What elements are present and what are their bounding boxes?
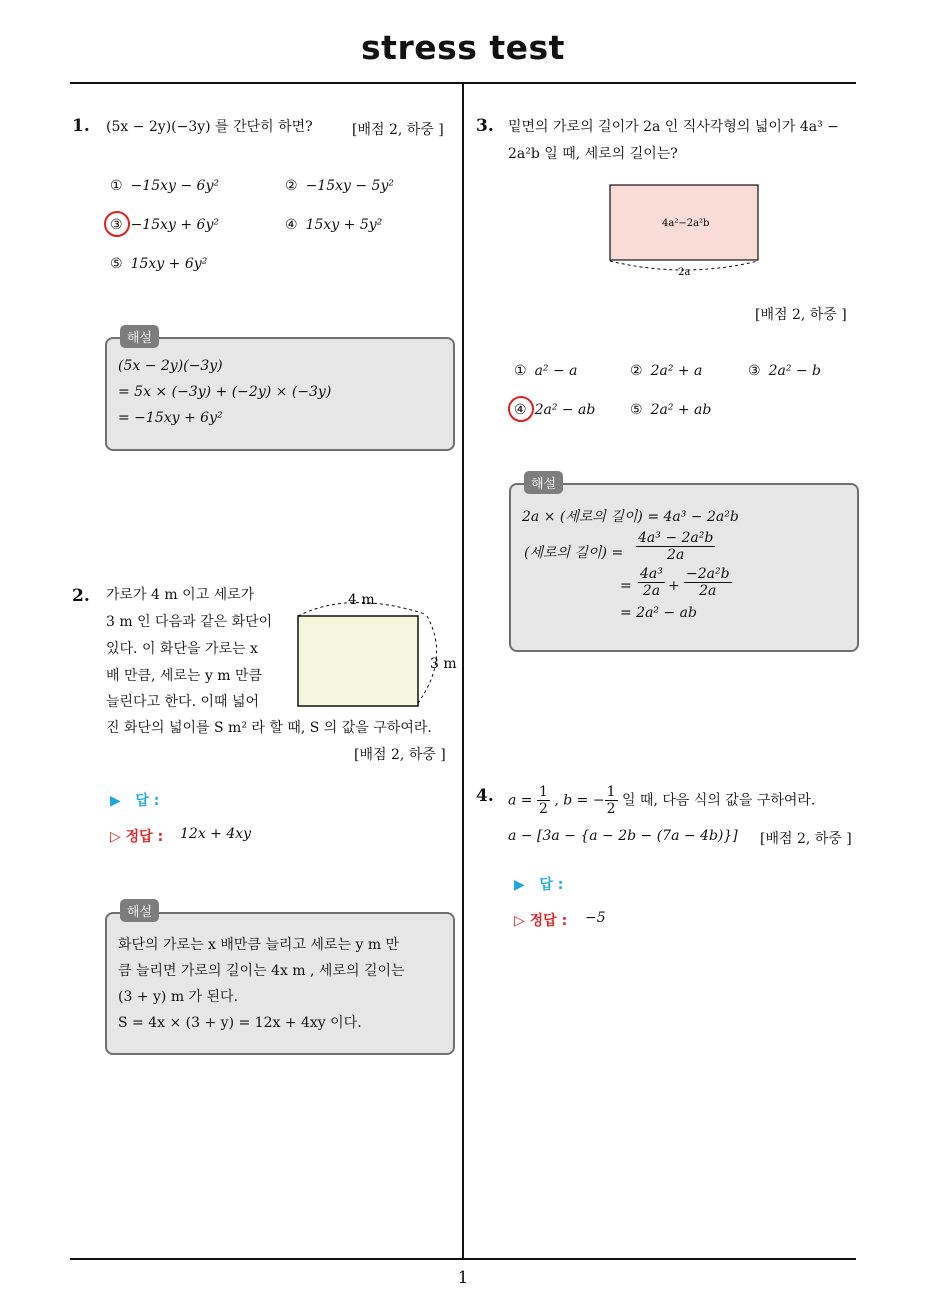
choice-number: ④	[285, 217, 298, 233]
explanation-line: = −15xy + 6y²	[118, 410, 223, 426]
condition-a: a =	[508, 792, 533, 809]
fraction	[684, 566, 732, 599]
answer-row: ▶ 답 :	[514, 877, 564, 893]
answer-label: 답 :	[135, 793, 160, 809]
choice-text: 2a² − b	[768, 363, 822, 379]
choice-1[interactable]	[514, 363, 578, 379]
choice-2[interactable]	[285, 178, 394, 194]
fraction-numerator: −2a²b	[686, 566, 730, 582]
fraction-denominator: 2a	[642, 583, 661, 599]
question-line: 3 m 인 다음과 같은 화단이	[106, 614, 273, 630]
question-number: 2.	[72, 586, 90, 606]
explanation-tag: 해설	[524, 471, 563, 494]
selected-answer-circle	[104, 211, 130, 237]
score-meta: [배점 2, 하중 ]	[354, 747, 446, 763]
explanation-line: = 5x × (−3y) + (−2y) × (−3y)	[118, 384, 332, 400]
choice-number: ②	[630, 363, 643, 379]
choice-text: a² − a	[534, 363, 578, 379]
answer-label: 답 :	[539, 877, 564, 893]
question-line: 가로가 4 m 이고 세로가	[106, 587, 255, 603]
correct-value: −5	[585, 910, 606, 926]
choice-text: 2a² − ab	[534, 402, 596, 418]
fraction-denominator: 2a	[667, 547, 685, 563]
correct-value: 12x + 4xy	[180, 826, 252, 842]
choice-text: 2a² + ab	[650, 402, 712, 418]
score-meta: [배점 2, 하중 ]	[352, 122, 444, 138]
question-text: (5x − 2y)(−3y) 를 간단히 하면?	[106, 119, 313, 135]
explanation-result: = 2a² − ab	[620, 605, 697, 621]
choice-number: ⑤	[630, 402, 643, 418]
explanation-line: (5x − 2y)(−3y)	[118, 358, 223, 374]
choice-5[interactable]	[110, 256, 207, 272]
question-line: 늘린다고 한다. 이때 넓어	[106, 694, 260, 710]
choice-2[interactable]	[630, 363, 702, 379]
choice-number: ⑤	[110, 256, 123, 272]
choice-4[interactable]	[285, 217, 382, 233]
fraction-numerator: 1	[538, 784, 548, 800]
explanation-line: 2a × (세로의 길이) = 4a³ − 2a²b	[522, 509, 739, 525]
page-title: stress test	[361, 28, 565, 67]
footer-rule	[70, 1258, 856, 1260]
question-line: 진 화단의 넓이를 S m² 라 할 때, S 의 값을 구하여라.	[106, 720, 432, 736]
question-line: 있다. 이 화단을 가로는 x	[106, 641, 258, 657]
fraction	[636, 530, 715, 563]
question-line: 배 만큼, 세로는 y m 만큼	[106, 668, 263, 684]
explanation-line: (3 + y) m 가 된다.	[118, 989, 239, 1005]
choice-text: 15xy + 5y²	[305, 217, 383, 233]
selected-answer-circle	[508, 396, 534, 422]
garden-figure	[290, 588, 460, 713]
fraction-denominator: 2	[538, 801, 548, 817]
equals-sign: =	[620, 578, 632, 594]
question-line: 밑면의 가로의 길이가 2a 인 직사각형의 넓이가 4a³ −	[508, 119, 839, 135]
explanation-line: 화단의 가로는 x 배만큼 늘리고 세로는 y m 만	[118, 937, 400, 953]
page-number: 1	[457, 1268, 469, 1288]
explanation-line: S = 4x × (3 + y) = 12x + 4xy 이다.	[118, 1015, 362, 1031]
condition-tail: 일 때, 다음 식의 값을 구하여라.	[621, 792, 816, 809]
choice-text: −15xy − 6y²	[130, 178, 219, 194]
column-divider	[462, 82, 464, 1260]
fraction-numerator: 1	[606, 784, 616, 800]
answer-row: ▶ 답 :	[110, 793, 160, 809]
question-number: 1.	[72, 116, 90, 136]
correct-label: ▷ 정답 :	[110, 829, 164, 845]
height-label: 3 m	[430, 656, 457, 672]
fraction-denominator: 2a	[699, 583, 717, 599]
choice-number: ①	[110, 178, 123, 194]
choice-number: ②	[285, 178, 298, 194]
explanation-line: 큼 늘리면 가로의 길이는 4x m , 세로의 길이는	[118, 963, 405, 979]
explanation-tag: 해설	[120, 325, 159, 348]
choice-3[interactable]	[748, 363, 821, 379]
area-label: 4a²−2a²b	[662, 218, 710, 229]
fraction-denominator: 2	[606, 801, 616, 817]
fraction-numerator: 4a³ − 2a²b	[638, 530, 714, 546]
condition-line	[508, 784, 815, 817]
choice-number: ③	[748, 363, 761, 379]
choice-text: −15xy + 6y²	[130, 217, 219, 233]
base-label: 2a	[678, 267, 691, 278]
explanation-tag: 해설	[120, 899, 159, 922]
choice-number: ③	[110, 217, 123, 233]
correct-label: ▷ 정답 :	[514, 913, 568, 929]
width-label: 4 m	[348, 592, 375, 608]
garden-rect	[298, 616, 418, 706]
condition-b: , b = −	[554, 792, 605, 809]
choice-1[interactable]	[110, 178, 219, 194]
choice-5[interactable]	[630, 402, 711, 418]
score-meta: [배점 2, 하중 ]	[760, 831, 852, 847]
question-number: 4.	[476, 786, 494, 806]
expression: a − [3a − {a − 2b − (7a − 4b)}]	[508, 828, 738, 844]
plus-sign: +	[668, 578, 680, 594]
question-number: 3.	[476, 116, 494, 136]
question-line: 2a²b 일 때, 세로의 길이는?	[508, 146, 678, 162]
score-meta: [배점 2, 하중 ]	[755, 307, 847, 323]
explanation-lhs: (세로의 길이) =	[524, 545, 624, 561]
fraction	[638, 566, 665, 599]
fraction-numerator: 4a³	[640, 566, 663, 582]
rectangle-figure	[606, 183, 762, 278]
choice-text: −15xy − 5y²	[305, 178, 394, 194]
choice-number: ①	[514, 363, 527, 379]
choice-text: 2a² + a	[650, 363, 703, 379]
choice-number: ④	[514, 402, 527, 418]
choice-text: 15xy + 6y²	[130, 256, 208, 272]
